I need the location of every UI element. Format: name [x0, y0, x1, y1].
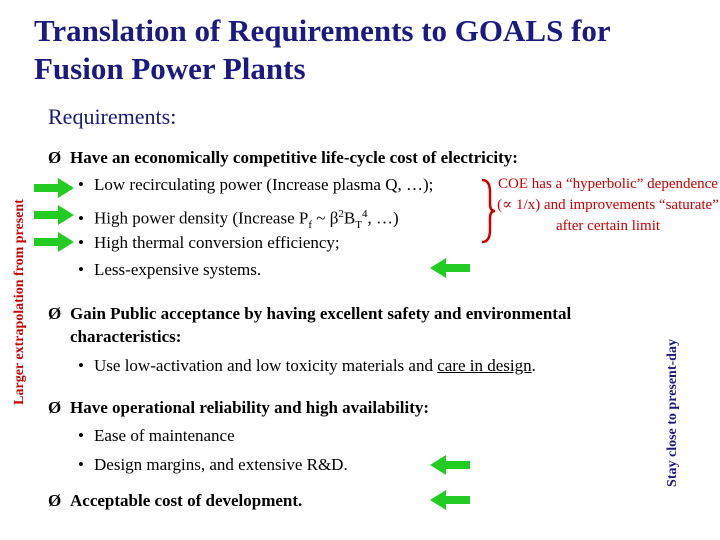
- left-vertical-label-text: Larger extrapolation from present: [12, 199, 27, 405]
- green-arrow-icon: [34, 232, 74, 252]
- green-arrow-icon: [430, 455, 470, 475]
- arrow-bullet-icon: Ø: [48, 398, 62, 417]
- dot-bullet-icon: •: [78, 426, 84, 445]
- dot-bullet-icon: •: [78, 175, 84, 194]
- green-arrow-icon: [34, 205, 74, 225]
- coe-note: COE has a “hyperbolic” dependence (∝ 1/x) and improvements “saturate” after certain limit: [497, 176, 719, 234]
- subtitle: Requirements:: [48, 104, 177, 129]
- list-item: • High power density (Increase $P_f$ ~ $\beta^2B_T^4$, …): [78, 208, 399, 232]
- development-heading: Ø Acceptable cost of development.: [48, 491, 303, 510]
- brace-icon: [480, 178, 496, 244]
- reliability-heading: Ø Have operational reliability and high availability:: [48, 398, 430, 417]
- acceptance-heading-cont: characteristics:: [70, 327, 182, 346]
- dot-bullet-icon: •: [78, 208, 84, 228]
- right-vertical-label: [660, 300, 686, 525]
- dot-bullet-icon: •: [78, 260, 84, 279]
- arrow-bullet-icon: Ø: [48, 491, 62, 510]
- dot-bullet-icon: •: [78, 233, 84, 252]
- dot-bullet-icon: •: [78, 455, 84, 474]
- economic-heading-text: Have an economically competitive life-cycle cost of electricity:: [70, 148, 518, 167]
- green-arrow-icon: [34, 178, 74, 198]
- list-item: • High thermal conversion efficiency;: [78, 233, 340, 252]
- left-vertical-label: [7, 168, 33, 436]
- arrow-bullet-icon: Ø: [48, 148, 62, 167]
- acceptance-heading: Ø Gain Public acceptance by having excellent safety and environmental: [48, 304, 572, 323]
- slide-title: Translation of Requirements to GOALS for Fusion Power Plants: [34, 13, 611, 86]
- green-arrow-icon: [430, 258, 470, 278]
- dot-bullet-icon: •: [78, 356, 84, 375]
- right-vertical-label-text: Stay close to present-day: [665, 338, 680, 487]
- list-item: • Less-expensive systems.: [78, 260, 262, 279]
- economic-heading: [48, 147, 518, 169]
- list-item: • Use low-activation and low toxicity materials and care in design.: [78, 356, 536, 375]
- arrow-bullet-icon: Ø: [48, 304, 62, 323]
- list-item: • Ease of maintenance: [78, 426, 235, 445]
- green-arrow-icon: [430, 490, 470, 510]
- list-item: • Design margins, and extensive R&D.: [78, 455, 348, 474]
- list-item: • Low recirculating power (Increase plasma Q, …);: [78, 175, 434, 194]
